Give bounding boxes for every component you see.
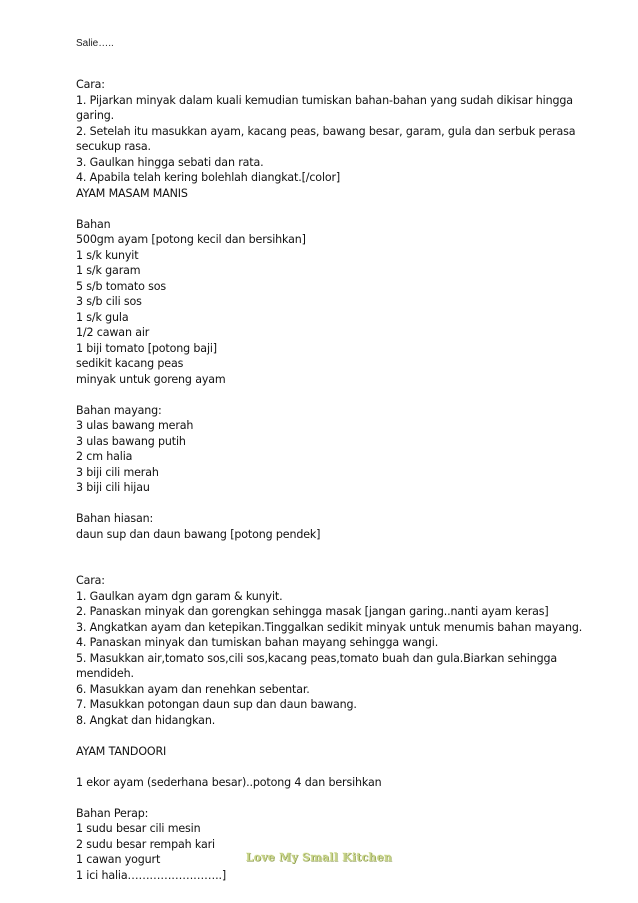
block-spacer — [76, 728, 576, 744]
text-line: 1. Gaulkan ayam dgn garam & kunyit. — [76, 589, 283, 603]
text-line: Cara: — [76, 574, 105, 587]
text-line: 3. Gaulkan hingga sebati dan rata. — [76, 155, 264, 169]
text-line: 5 s/b tomato sos — [76, 279, 167, 293]
text-line: 2 sudu besar rempah kari — [76, 837, 215, 851]
text-line: 1 ekor ayam (sederhana besar)..potong 4 dan bersihkan — [76, 775, 382, 789]
block-spacer — [76, 201, 576, 217]
block-spacer — [76, 759, 576, 775]
page-header-author: Salie….. — [76, 38, 114, 49]
text-line: 4. Panaskan minyak dan tumiskan bahan mayang sehingga wangi. — [76, 636, 439, 649]
block-spacer — [76, 496, 576, 512]
block-spacer — [76, 542, 576, 558]
text-line: secukup rasa. — [76, 140, 151, 153]
text-line: 1 s/k gula — [76, 310, 129, 324]
footer-watermark: Love My Small Kitchen — [245, 851, 393, 864]
text-line: 2. Setelah itu masukkan ayam, kacang peas, bawang besar, garam, gula dan serbuk perasa — [76, 124, 576, 138]
text-line: Cara: — [76, 78, 105, 91]
text-line: AYAM MASAM MANIS — [76, 186, 188, 200]
text-line: AYAM TANDOORI — [76, 744, 167, 758]
text-line: Bahan — [76, 217, 111, 231]
text-line: 1. Pijarkan minyak dalam kuali kemudian tumiskan bahan-bahan yang sudah dikisar hingga — [76, 93, 573, 107]
text-line: Bahan mayang: — [76, 403, 162, 417]
text-line: 1 biji tomato [potong baji] — [76, 341, 217, 355]
text-line: 5. Masukkan air,tomato sos,cili sos,kacang peas,tomato buah dan gula.Biarkan sehingga — [76, 651, 558, 665]
text-line: 3 biji cili hijau — [76, 481, 150, 494]
text-line: 6. Masukkan ayam dan renehkan sebentar. — [76, 682, 310, 696]
text-line: minyak untuk goreng ayam — [76, 372, 226, 386]
recipe-body — [76, 77, 583, 883]
text-line: 1 ici halia……………………..] — [76, 868, 226, 882]
text-line: garing. — [76, 109, 115, 122]
text-line: 3 ulas bawang merah — [76, 419, 194, 432]
text-line: 500gm ayam [potong kecil dan bersihkan] — [76, 233, 306, 246]
text-line: 2 cm halia — [76, 450, 133, 463]
text-line: 8. Angkat dan hidangkan. — [76, 713, 216, 727]
text-line: 3 s/b cili sos — [76, 295, 142, 308]
text-line: 7. Masukkan potongan daun sup dan daun bawang. — [76, 698, 357, 711]
text-line: Bahan hiasan: — [76, 512, 154, 525]
text-line: 1 s/k garam — [76, 264, 141, 277]
block-spacer — [76, 387, 576, 403]
text-line: sedikit kacang peas — [76, 357, 184, 370]
text-line: 2. Panaskan minyak dan gorengkan sehingga masak [jangan garing..nanti ayam keras] — [76, 605, 549, 618]
text-line: 3. Angkatkan ayam dan ketepikan.Tinggalkan sedikit minyak untuk menumis bahan mayang. — [76, 620, 583, 634]
text-line: mendideh. — [76, 667, 134, 680]
text-line: 1/2 cawan air — [76, 326, 150, 339]
text-line: 1 s/k kunyit — [76, 248, 139, 262]
text-line: 3 biji cili merah — [76, 465, 159, 479]
text-line: Bahan Perap: — [76, 806, 149, 820]
block-spacer — [76, 558, 576, 574]
text-line: daun sup dan daun bawang [potong pendek] — [76, 527, 321, 541]
text-line: 1 sudu besar cili mesin — [76, 822, 201, 835]
block-spacer — [76, 790, 576, 806]
text-line: 1 cawan yogurt — [76, 853, 161, 866]
text-line: 4. Apabila telah kering bolehlah diangkat.[/color] — [76, 171, 341, 184]
text-line: 3 ulas bawang putih — [76, 434, 186, 448]
